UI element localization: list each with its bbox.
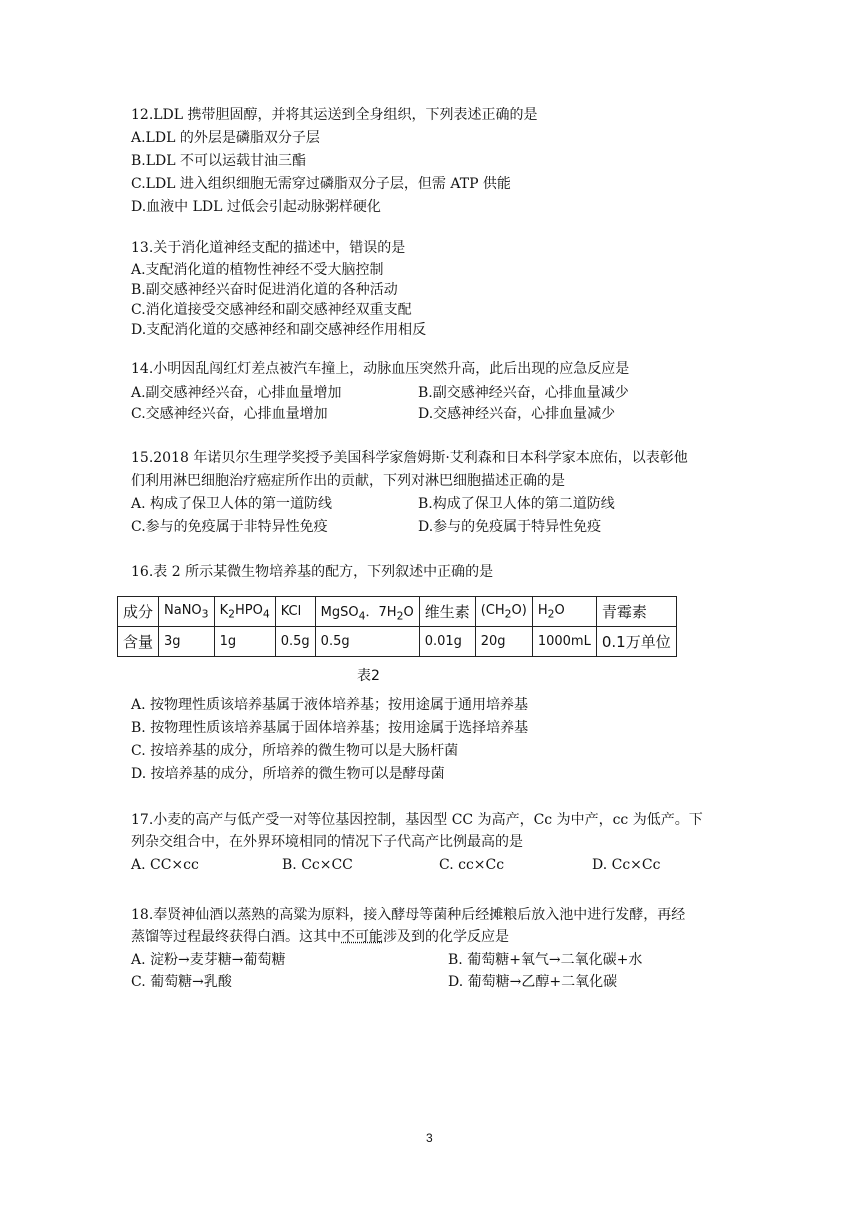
table-cell: MgSO$_4$．$7H_2O$	[315, 597, 419, 627]
q16-option-b: B. 按物理性质该培养基属于固体培养基；按用途属于选择培养基	[131, 720, 529, 736]
table-cell: KCl	[275, 597, 315, 627]
q14-option-a: A.副交感神经兴奋，心排血量增加	[131, 385, 342, 401]
table-cell: 0.1万单位	[596, 627, 676, 657]
q13-option-c: C.消化道接受交感神经和副交感神经双重支配	[131, 302, 412, 318]
medium-recipe-table	[117, 596, 677, 657]
table-cell: $K_2HPO_4$	[214, 597, 275, 627]
q18-emphasis: 不可能	[341, 929, 383, 945]
q12-stem: 12.LDL 携带胆固醇，并将其运送到全身组织，下列表述正确的是	[131, 107, 538, 123]
q15-stem-line2: 们利用淋巴细胞治疗癌症所作出的贡献，下列对淋巴细胞描述正确的是	[131, 473, 565, 489]
q15-stem-line1: 15.2018 年诺贝尔生理学奖授予美国科学家詹姆斯·艾利森和日本科学家本庶佑，以表彰他	[131, 450, 688, 466]
table-cell: NaNO$_3$	[159, 597, 215, 627]
table-cell: 20g	[475, 627, 532, 657]
q13-option-a: A.支配消化道的植物性神经不受大脑控制	[131, 262, 384, 278]
q14-option-c: C.交感神经兴奋，心排血量增加	[131, 406, 328, 422]
q15-option-d: D.参与的免疫属于特异性免疫	[418, 519, 602, 535]
q13-option-d: D.支配消化道的交感神经和副交感神经作用相反	[131, 322, 427, 338]
table-row	[118, 597, 677, 627]
q15-option-a: A. 构成了保卫人体的第一道防线	[131, 496, 333, 512]
table-cell: 0.01g	[419, 627, 475, 657]
table-caption: 表2	[357, 668, 380, 684]
q15-option-b: B.构成了保卫人体的第二道防线	[418, 496, 615, 512]
q18-option-b: B. 葡萄糖+氧气→二氧化碳+水	[448, 952, 643, 968]
page-number: 3	[426, 1131, 433, 1145]
q18-stem-text: 蒸馏等过程最终获得白酒。这其中	[131, 929, 341, 945]
table-cell: $(CH_2O)$	[475, 597, 532, 627]
table-cell: 1000mL	[532, 627, 596, 657]
q17-option-d: D. Cc×Cc	[592, 857, 661, 873]
table-cell: 青霉素	[596, 597, 676, 627]
q16-option-a: A. 按物理性质该培养基属于液体培养基；按用途属于通用培养基	[131, 697, 529, 713]
table-cell: 含量	[118, 627, 159, 657]
q17-option-c: C. cc×Cc	[439, 857, 505, 873]
q14-stem: 14.小明因乱闯红灯差点被汽车撞上，动脉血压突然升高，此后出现的应急反应是	[131, 361, 630, 377]
q18-stem-text: 涉及到的化学反应是	[383, 929, 509, 945]
q12-option-d: D.血液中 LDL 过低会引起动脉粥样硬化	[131, 199, 381, 215]
q18-option-c: C. 葡萄糖→乳酸	[131, 974, 232, 990]
table-cell: 1g	[214, 627, 275, 657]
q14-option-b: B.副交感神经兴奋，心排血量减少	[418, 385, 629, 401]
q18-option-a: A. 淀粉→麦芽糖→葡萄糖	[131, 952, 286, 968]
table-row	[118, 627, 677, 657]
q13-stem: 13.关于消化道神经支配的描述中，错误的是	[131, 240, 406, 256]
table-cell: 0.5g	[275, 627, 315, 657]
q16-option-c: C. 按培养基的成分，所培养的微生物可以是大肠杆菌	[131, 743, 459, 759]
table-cell: 0.5g	[315, 627, 419, 657]
q18-option-d: D. 葡萄糖→乙醇+二氧化碳	[448, 974, 618, 990]
q18-stem-line1: 18.奉贤神仙酒以蒸熟的高粱为原料，接入酵母等菌种后经摊粮后放入池中进行发酵，再经	[131, 907, 686, 923]
q17-stem-line1: 17.小麦的高产与低产受一对等位基因控制，基因型 CC 为高产，Cc 为中产，cc 为低产。下	[131, 812, 703, 828]
q13-option-b: B.副交感神经兴奋时促进消化道的各种活动	[131, 282, 398, 298]
table-cell: 成分	[118, 597, 159, 627]
q17-stem-line2: 列杂交组合中，在外界环境相同的情况下子代高产比例最高的是	[131, 834, 523, 850]
q17-option-b: B. Cc×CC	[282, 857, 353, 873]
q17-option-a: A. CC×cc	[131, 857, 199, 873]
table-cell: 维生素	[419, 597, 475, 627]
q15-option-c: C.参与的免疫属于非特异性免疫	[131, 519, 328, 535]
q12-option-b: B.LDL 不可以运载甘油三酯	[131, 153, 307, 169]
q18-stem-line2	[131, 928, 509, 946]
q16-option-d: D. 按培养基的成分，所培养的微生物可以是酵母菌	[131, 766, 445, 782]
q16-stem: 16.表 2 所示某微生物培养基的配方，下列叙述中正确的是	[131, 564, 494, 580]
q12-option-c: C.LDL 进入组织细胞无需穿过磷脂双分子层，但需 ATP 供能	[131, 176, 511, 192]
table-cell: $H_2O$	[532, 597, 596, 627]
q14-option-d: D.交感神经兴奋，心排血量减少	[418, 406, 616, 422]
table-cell: 3g	[159, 627, 215, 657]
q12-option-a: A.LDL 的外层是磷脂双分子层	[131, 130, 320, 146]
